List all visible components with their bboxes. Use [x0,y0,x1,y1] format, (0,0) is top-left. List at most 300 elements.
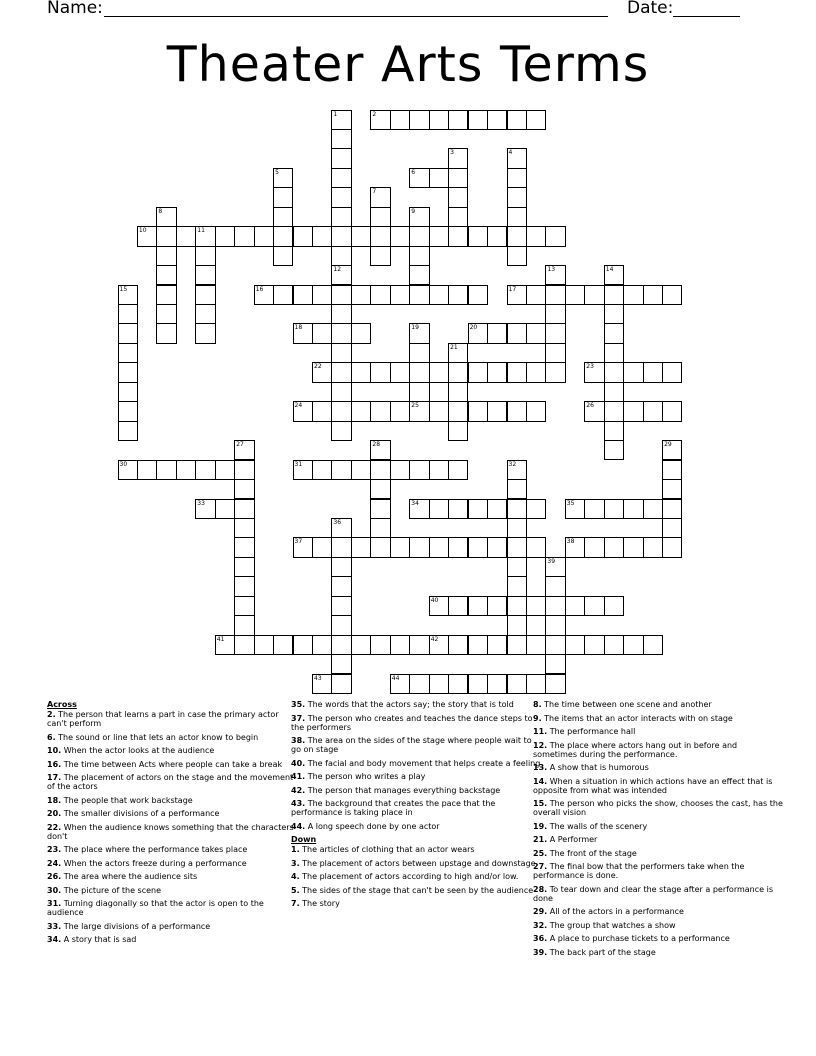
grid-cell[interactable] [390,635,410,655]
grid-cell[interactable] [545,362,565,382]
grid-cell[interactable] [545,323,565,343]
grid-cell[interactable] [370,362,390,382]
grid-cell[interactable] [565,499,585,519]
grid-cell[interactable] [312,285,332,305]
grid-cell[interactable] [448,226,468,246]
grid-cell[interactable] [507,596,527,616]
grid-cell[interactable] [331,265,351,285]
grid-cell[interactable] [604,304,624,324]
grid-cell[interactable] [487,635,507,655]
grid-cell[interactable] [468,674,488,694]
grid-cell[interactable] [507,615,527,635]
grid-cell[interactable] [507,362,527,382]
grid-cell[interactable] [623,285,643,305]
grid-cell[interactable] [662,440,682,460]
grid-cell[interactable] [234,460,254,480]
grid-cell[interactable] [137,226,157,246]
grid-cell[interactable] [662,537,682,557]
grid-cell[interactable] [623,499,643,519]
grid-cell[interactable] [118,460,138,480]
grid-cell[interactable] [409,382,429,402]
grid-cell[interactable] [565,285,585,305]
grid-cell[interactable] [351,460,371,480]
clue-number: 18. [47,795,62,805]
grid-cell[interactable] [195,246,215,266]
grid-cell[interactable] [409,265,429,285]
grid-cell[interactable] [468,323,488,343]
grid-cell[interactable] [215,460,235,480]
grid-cell[interactable] [507,537,527,557]
grid-cell[interactable] [234,557,254,577]
grid-cell[interactable] [448,362,468,382]
grid-cell[interactable] [351,323,371,343]
grid-cell[interactable] [448,148,468,168]
grid-cell[interactable] [176,460,196,480]
grid-cell[interactable] [215,226,235,246]
grid-cell[interactable] [118,382,138,402]
grid-cell[interactable] [662,518,682,538]
grid-cell[interactable] [507,207,527,227]
grid-cell[interactable] [390,110,410,130]
grid-cell[interactable] [623,537,643,557]
grid-cell[interactable] [331,635,351,655]
grid-cell[interactable] [331,226,351,246]
grid-cell[interactable] [507,110,527,130]
grid-cell[interactable] [429,401,449,421]
grid-cell[interactable] [370,499,390,519]
grid-cell[interactable] [409,110,429,130]
grid-cell[interactable] [351,226,371,246]
grid-cell[interactable] [156,460,176,480]
grid-cell[interactable] [409,323,429,343]
grid-cell[interactable] [293,226,313,246]
grid-cell[interactable] [331,421,351,441]
grid-cell[interactable] [507,499,527,519]
grid-cell[interactable] [312,635,332,655]
grid-cell[interactable] [118,421,138,441]
grid-cell[interactable] [156,285,176,305]
grid-cell[interactable] [604,440,624,460]
grid-cell[interactable] [507,226,527,246]
grid-cell[interactable] [662,285,682,305]
grid-cell[interactable] [293,401,313,421]
grid-cell[interactable] [507,168,527,188]
grid-cell[interactable] [351,537,371,557]
grid-cell[interactable] [390,537,410,557]
grid-cell[interactable] [390,362,410,382]
grid-cell[interactable] [331,207,351,227]
grid-cell[interactable] [409,674,429,694]
grid-cell[interactable] [429,362,449,382]
grid-cell[interactable] [643,362,663,382]
grid-cell[interactable] [545,304,565,324]
grid-cell[interactable] [370,401,390,421]
grid-cell[interactable] [565,635,585,655]
grid-cell[interactable] [118,362,138,382]
grid-cell[interactable] [215,635,235,655]
grid-cell[interactable] [604,421,624,441]
grid-cell[interactable] [215,499,235,519]
grid-cell[interactable] [195,265,215,285]
grid-cell[interactable] [370,440,390,460]
grid-cell[interactable] [545,343,565,363]
grid-cell[interactable] [312,674,332,694]
grid-cell[interactable] [487,323,507,343]
grid-cell[interactable] [507,401,527,421]
grid-cell[interactable] [156,304,176,324]
grid-cell[interactable] [429,110,449,130]
grid-cell[interactable] [604,635,624,655]
grid-cell[interactable] [448,110,468,130]
grid-cell[interactable] [118,401,138,421]
grid-cell[interactable] [331,343,351,363]
grid-cell[interactable] [312,460,332,480]
grid-cell[interactable] [507,285,527,305]
grid-cell[interactable] [312,401,332,421]
grid-cell[interactable] [545,285,565,305]
grid-cell[interactable] [487,596,507,616]
grid-cell[interactable] [662,401,682,421]
grid-cell[interactable] [584,285,604,305]
grid-cell[interactable] [526,537,546,557]
grid-cell[interactable] [662,479,682,499]
grid-cell[interactable] [331,246,351,266]
grid-cell[interactable] [273,168,293,188]
grid-cell[interactable] [468,635,488,655]
grid-cell[interactable] [331,382,351,402]
grid-cell[interactable] [507,246,527,266]
grid-cell[interactable] [234,596,254,616]
grid-cell[interactable] [331,615,351,635]
grid-cell[interactable] [118,304,138,324]
grid-cell[interactable] [429,285,449,305]
grid-cell[interactable] [331,187,351,207]
grid-cell[interactable] [370,460,390,480]
date-field[interactable] [673,16,740,17]
grid-cell[interactable] [176,226,196,246]
grid-cell[interactable] [370,187,390,207]
grid-cell[interactable] [643,537,663,557]
grid-cell[interactable] [468,110,488,130]
grid-cell[interactable] [604,596,624,616]
grid-cell[interactable] [156,226,176,246]
grid-cell[interactable] [526,323,546,343]
grid-cell[interactable] [370,207,390,227]
grid-cell[interactable] [234,226,254,246]
grid-cell[interactable] [312,362,332,382]
grid-cell[interactable] [293,285,313,305]
grid-cell[interactable] [234,635,254,655]
grid-cell[interactable] [331,596,351,616]
grid-cell[interactable] [545,576,565,596]
grid-cell[interactable] [331,148,351,168]
grid-cell[interactable] [312,323,332,343]
grid-cell[interactable] [545,674,565,694]
grid-cell[interactable] [448,421,468,441]
grid-cell[interactable] [409,401,429,421]
grid-cell[interactable] [351,635,371,655]
name-field[interactable] [104,16,608,17]
grid-cell[interactable] [370,110,390,130]
grid-cell[interactable] [448,674,468,694]
grid-cell[interactable] [662,460,682,480]
grid-cell[interactable] [234,479,254,499]
grid-cell[interactable] [507,460,527,480]
grid-cell[interactable] [370,635,390,655]
grid-cell[interactable] [273,246,293,266]
grid-cell[interactable] [643,285,663,305]
grid-cell[interactable] [448,537,468,557]
grid-cell[interactable] [526,401,546,421]
grid-cell[interactable] [526,499,546,519]
grid-cell[interactable] [545,615,565,635]
grid-cell[interactable] [156,246,176,266]
grid-cell[interactable] [507,187,527,207]
grid-cell[interactable] [234,576,254,596]
grid-cell[interactable] [487,110,507,130]
grid-cell[interactable] [643,499,663,519]
grid-cell[interactable] [331,674,351,694]
grid-cell[interactable] [390,460,410,480]
grid-cell[interactable] [293,460,313,480]
grid-cell[interactable] [584,537,604,557]
grid-cell[interactable] [429,460,449,480]
grid-cell[interactable] [137,460,157,480]
grid-cell[interactable] [234,499,254,519]
grid-cell[interactable] [565,537,585,557]
grid-cell[interactable] [331,537,351,557]
grid-cell[interactable] [487,499,507,519]
grid-cell[interactable] [331,557,351,577]
grid-cell[interactable] [468,537,488,557]
grid-cell[interactable] [545,265,565,285]
grid-cell[interactable] [390,401,410,421]
grid-cell[interactable] [448,187,468,207]
grid-cell[interactable] [662,499,682,519]
grid-cell[interactable] [331,460,351,480]
grid-cell[interactable] [448,207,468,227]
grid-cell[interactable] [584,499,604,519]
grid-cell[interactable] [487,674,507,694]
grid-cell[interactable] [448,499,468,519]
grid-cell[interactable] [468,285,488,305]
grid-cell[interactable] [273,635,293,655]
grid-cell[interactable] [118,323,138,343]
grid-cell[interactable] [331,304,351,324]
grid-cell[interactable] [370,226,390,246]
grid-cell[interactable] [468,499,488,519]
grid-cell[interactable] [409,460,429,480]
cell-number: 18 [294,324,303,332]
grid-cell[interactable] [293,635,313,655]
grid-cell[interactable] [429,537,449,557]
grid-cell[interactable] [195,285,215,305]
grid-cell[interactable] [351,401,371,421]
grid-cell[interactable] [254,285,274,305]
grid-cell[interactable] [195,499,215,519]
grid-cell[interactable] [468,596,488,616]
grid-cell[interactable] [545,557,565,577]
grid-cell[interactable] [312,226,332,246]
grid-cell[interactable] [448,596,468,616]
grid-cell[interactable] [331,323,351,343]
grid-cell[interactable] [507,148,527,168]
grid-cell[interactable] [526,285,546,305]
grid-cell[interactable] [156,323,176,343]
grid-cell[interactable] [643,401,663,421]
grid-cell[interactable] [604,265,624,285]
grid-cell[interactable] [234,537,254,557]
grid-cell[interactable] [409,207,429,227]
grid-cell[interactable] [429,596,449,616]
grid-cell[interactable] [429,674,449,694]
clue-number: 20. [47,809,62,818]
grid-cell[interactable] [507,479,527,499]
grid-cell[interactable] [507,518,527,538]
grid-cell[interactable] [487,226,507,246]
grid-cell[interactable] [409,499,429,519]
clue-number: 38. [291,736,306,745]
grid-cell[interactable] [331,168,351,188]
grid-cell[interactable] [351,285,371,305]
grid-cell[interactable] [468,226,488,246]
grid-cell[interactable] [273,207,293,227]
grid-cell[interactable] [487,401,507,421]
grid-cell[interactable] [448,285,468,305]
grid-cell[interactable] [195,226,215,246]
grid-cell[interactable] [331,129,351,149]
grid-cell[interactable] [390,226,410,246]
grid-cell[interactable] [604,323,624,343]
grid-cell[interactable] [584,401,604,421]
grid-cell[interactable] [409,635,429,655]
grid-cell[interactable] [448,382,468,402]
grid-cell[interactable] [331,576,351,596]
grid-cell[interactable] [584,362,604,382]
grid-cell[interactable] [234,615,254,635]
grid-cell[interactable] [604,382,624,402]
grid-cell[interactable] [604,401,624,421]
grid-cell[interactable] [507,323,527,343]
grid-cell[interactable] [273,187,293,207]
grid-cell[interactable] [604,362,624,382]
grid-cell[interactable] [526,362,546,382]
grid-cell[interactable] [487,362,507,382]
grid-cell[interactable] [273,226,293,246]
grid-cell[interactable] [662,362,682,382]
grid-cell[interactable] [195,304,215,324]
grid-cell[interactable] [526,110,546,130]
grid-cell[interactable] [468,362,488,382]
grid-cell[interactable] [526,596,546,616]
grid-cell[interactable] [526,674,546,694]
grid-cell[interactable] [331,285,351,305]
grid-cell[interactable] [623,362,643,382]
grid-cell[interactable] [351,362,371,382]
grid-cell[interactable] [429,635,449,655]
grid-cell[interactable] [409,343,429,363]
grid-cell[interactable] [293,323,313,343]
grid-cell[interactable] [584,596,604,616]
grid-cell[interactable] [604,499,624,519]
grid-cell[interactable] [118,343,138,363]
grid-cell[interactable] [331,518,351,538]
grid-cell[interactable] [370,537,390,557]
grid-cell[interactable] [448,635,468,655]
grid-cell[interactable] [293,537,313,557]
grid-cell[interactable] [526,635,546,655]
grid-cell[interactable] [331,362,351,382]
grid-cell[interactable] [545,226,565,246]
grid-cell[interactable] [273,285,293,305]
grid-cell[interactable] [448,401,468,421]
grid-cell[interactable] [234,440,254,460]
grid-cell[interactable] [429,168,449,188]
grid-cell[interactable] [604,343,624,363]
grid-cell[interactable] [409,362,429,382]
grid-cell[interactable] [545,635,565,655]
grid-cell[interactable] [545,596,565,616]
grid-cell[interactable] [390,674,410,694]
grid-cell[interactable] [507,635,527,655]
grid-cell[interactable] [370,285,390,305]
grid-cell[interactable] [526,226,546,246]
grid-cell[interactable] [312,537,332,557]
grid-cell[interactable] [448,343,468,363]
grid-cell[interactable] [409,168,429,188]
grid-cell[interactable] [234,518,254,538]
grid-cell[interactable] [545,654,565,674]
grid-cell[interactable] [409,285,429,305]
grid-cell[interactable] [156,207,176,227]
grid-cell[interactable] [468,401,488,421]
grid-cell[interactable] [604,285,624,305]
grid-cell[interactable] [390,285,410,305]
clue-number: 22. [47,822,62,832]
grid-cell[interactable] [370,246,390,266]
grid-cell[interactable] [331,654,351,674]
grid-cell[interactable] [507,576,527,596]
grid-cell[interactable] [584,635,604,655]
grid-cell[interactable] [370,518,390,538]
grid-cell[interactable] [254,635,274,655]
grid-cell[interactable] [409,246,429,266]
grid-cell[interactable] [254,226,274,246]
grid-cell[interactable] [643,635,663,655]
grid-cell[interactable] [331,110,351,130]
grid-cell[interactable] [118,285,138,305]
grid-cell[interactable] [409,226,429,246]
grid-cell[interactable] [507,674,527,694]
grid-cell[interactable] [448,460,468,480]
grid-cell[interactable] [487,537,507,557]
grid-cell[interactable] [429,226,449,246]
grid-cell[interactable] [604,537,624,557]
grid-cell[interactable] [429,499,449,519]
grid-cell[interactable] [195,323,215,343]
clue-item [291,786,541,795]
grid-cell[interactable] [565,596,585,616]
grid-cell[interactable] [507,557,527,577]
grid-cell[interactable] [623,401,643,421]
grid-cell[interactable] [409,537,429,557]
grid-cell[interactable] [331,401,351,421]
grid-cell[interactable] [623,635,643,655]
grid-cell[interactable] [370,479,390,499]
grid-cell[interactable] [448,168,468,188]
grid-cell[interactable] [195,460,215,480]
grid-cell[interactable] [156,265,176,285]
